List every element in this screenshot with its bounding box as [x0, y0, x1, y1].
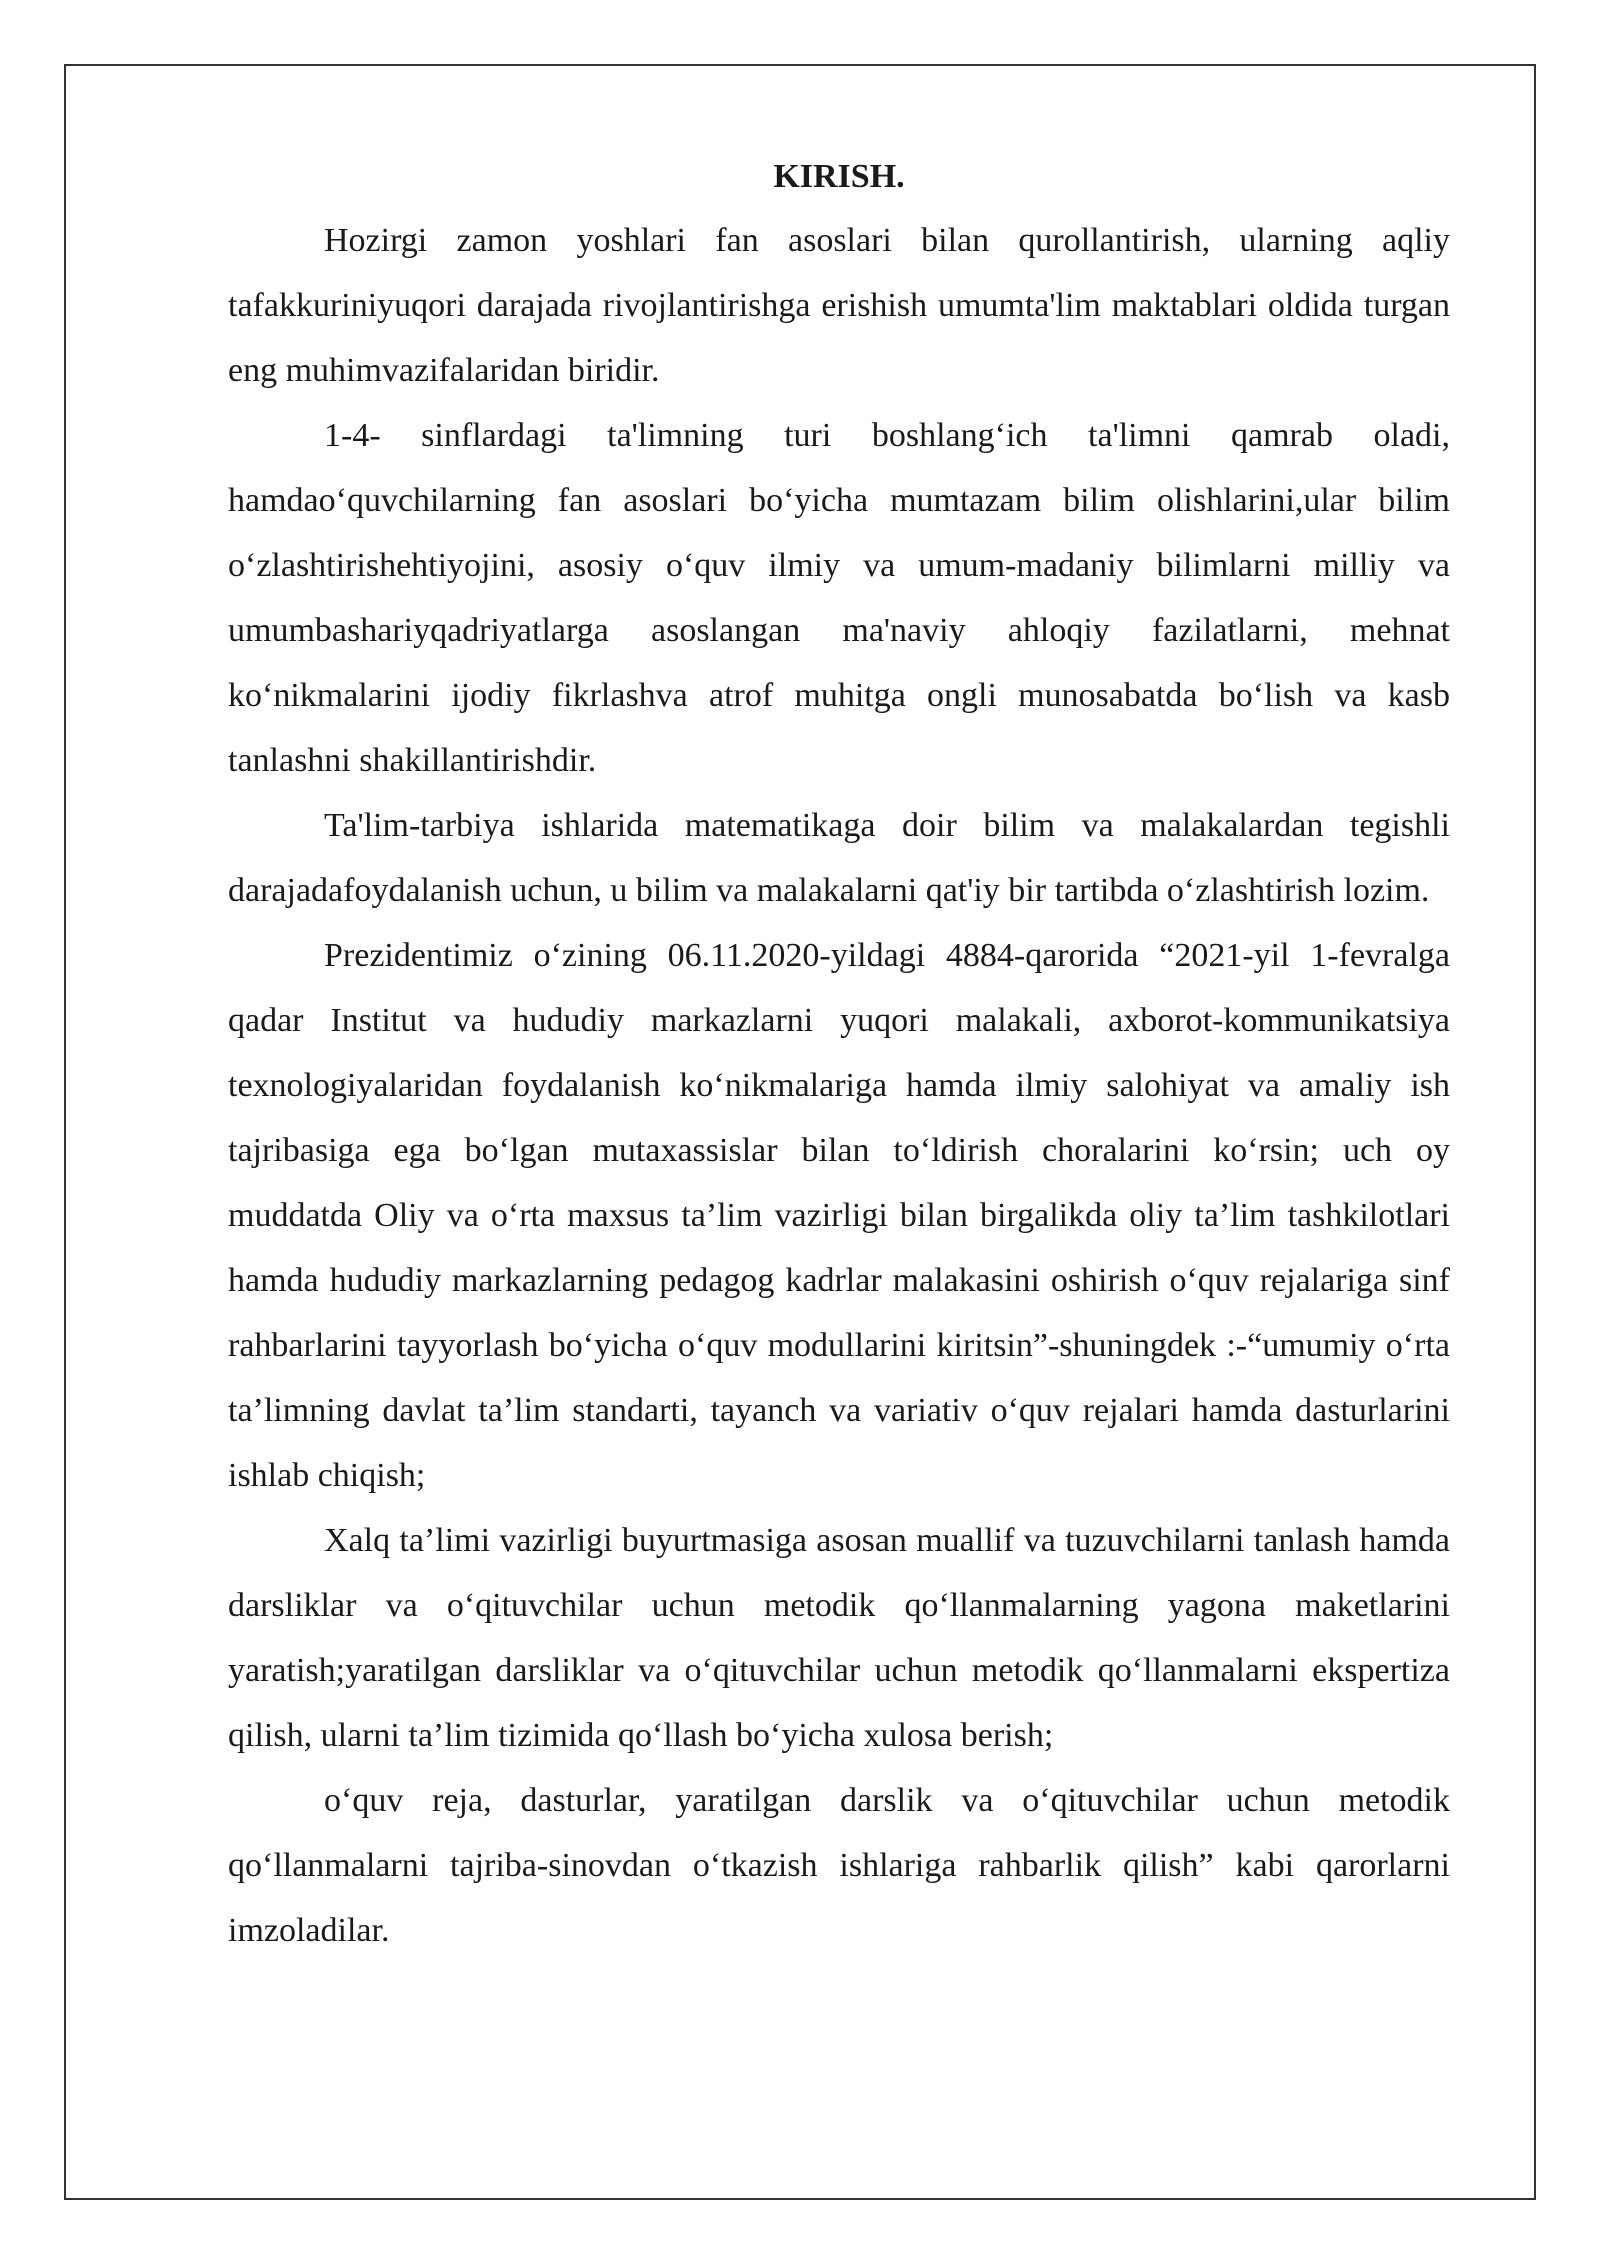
paragraph-intro: Hozirgi zamon yoshlari fan asoslari bilan qurollantirish, ularning aqliy tafakkuriniyuqori darajada rivojlantirishga erishish umumta'lim maktablari oldida turgan eng muhimvazifalaridan biridir. — [228, 222, 1450, 389]
paragraph-mathematics: Ta'lim-tarbiya ishlarida matematikaga doir bilim va malakalardan tegishli darajadafoydalanish uchun, u bilim va malakalarni qat'iy bir tartibda o‘zlashtirish lozim. — [228, 807, 1450, 909]
paragraph-ministry: Xalq ta’limi vazirligi buyurtmasiga asosan muallif va tuzuvchilarni tanlash hamda darsliklar va o‘qituvchilar uchun metodik qo‘llanmalarning yagona maketlarini yaratish;yaratilgan darsliklar va o‘qituvchilar uchun metodik qo‘llanmalarni ekspertiza qilish, ularni ta’lim tizimida qo‘llash bo‘yicha xulosa berish; — [228, 1522, 1450, 1754]
document-body — [228, 150, 1450, 1963]
paragraph-president-decree: Prezidentimiz o‘zining 06.11.2020-yildagi 4884-qarorida “2021-yil 1-fevralga qadar Institut va hududiy markazlarni yuqori malakali, axborot-kommunikatsiya texnologiyalaridan foydalanish ko‘nikmalariga hamda ilmiy salohiyat va amaliy ish tajribasiga ega bo‘lgan mutaxassislar bilan to‘ldirish choralarini ko‘rsin; uch oy muddatda Oliy va o‘rta maxsus ta’lim vazirligi bilan birgalikda oliy ta’lim tashkilotlari hamda hududiy markazlarning pedagog kadrlar malakasini oshirish o‘quv rejalariga sinf rahbarlarini tayyorlash bo‘yicha o‘quv modullarini kiritsin”-shuningdek :-“umumiy o‘rta ta’limning davlat ta’lim standarti, tayanch va variativ o‘quv rejalari hamda dasturlarini ishlab chiqish; — [228, 937, 1450, 1494]
paragraph-conclusion: o‘quv reja, dasturlar, yaratilgan darslik va o‘qituvchilar uchun metodik qo‘llanmalarni tajriba-sinovdan o‘tkazish ishlariga rahbarlik qilish” kabi qarorlarni imzoladilar. — [228, 1782, 1450, 1949]
document-title: KIRISH. — [773, 158, 905, 195]
paragraph-primary-education: 1-4- sinflardagi ta'limning turi boshlang‘ich ta'limni qamrab oladi, hamdao‘quvchilarning fan asoslari bo‘yicha mumtazam bilim olishlarini,ular bilim o‘zlashtirishehtiyojini, asosiy o‘quv ilmiy va umum-madaniy bilimlarni milliy va umumbashariyqadriyatlarga asoslangan ma'naviy ahloqiy fazilatlarni, mehnat ko‘nikmalarini ijodiy fikrlashva atrof muhitga ongli munosabatda bo‘lish va kasb tanlashni shakillantirishdir. — [228, 417, 1450, 779]
